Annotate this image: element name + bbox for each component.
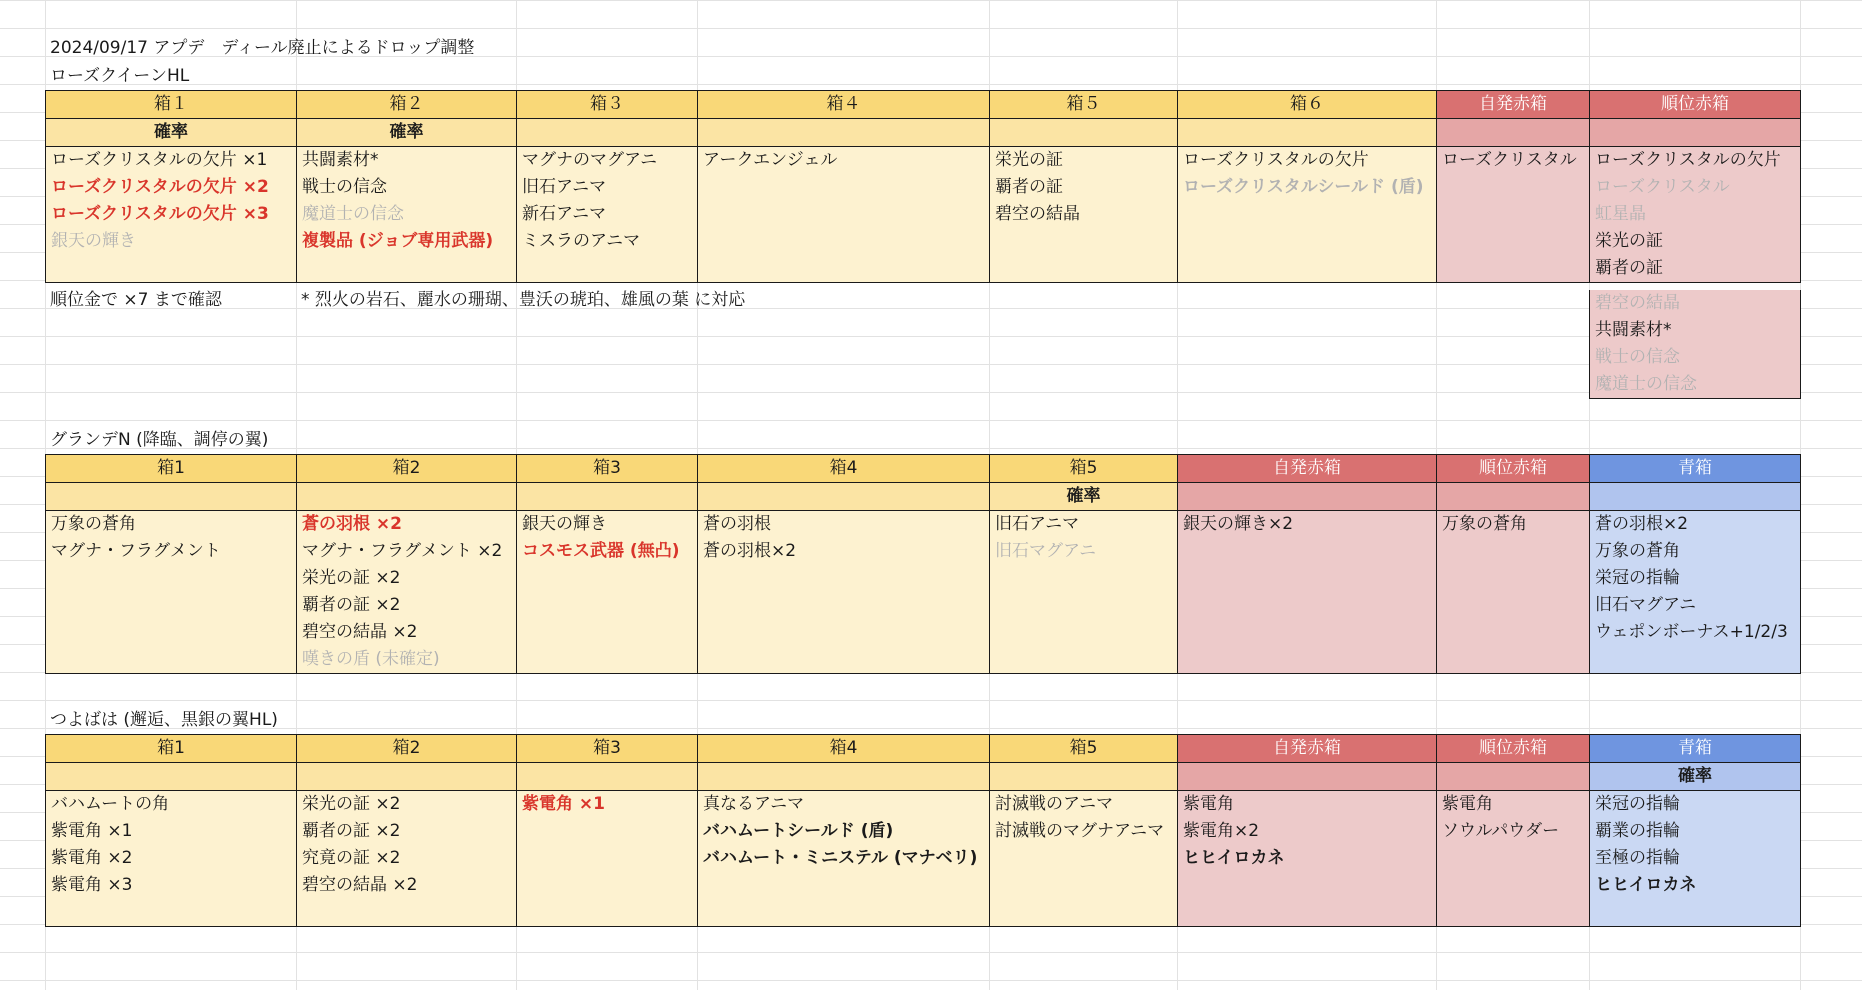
column-header[interactable]: 箱３ <box>517 91 698 119</box>
drop-item: 銀天の輝き×2 <box>1183 514 1294 534</box>
probability-cell[interactable] <box>698 763 990 791</box>
drop-cell[interactable] <box>46 201 297 228</box>
drop-item: 紫電角 ×2 <box>51 848 133 868</box>
column-header[interactable]: 箱3 <box>517 735 698 763</box>
drop-cell[interactable] <box>698 646 990 674</box>
drop-item: 旧石アニマ <box>995 514 1080 534</box>
drop-cell[interactable] <box>297 872 517 899</box>
column-header[interactable]: 箱６ <box>1178 91 1437 119</box>
drop-cell[interactable] <box>1590 646 1801 674</box>
drop-item: バハムート・ミニステル (マナベリ) <box>703 848 978 868</box>
column-header[interactable]: 順位赤箱 <box>1590 91 1801 119</box>
drop-cell[interactable] <box>990 899 1178 927</box>
drop-item: 討滅戦のアニマ <box>995 794 1114 814</box>
drop-item: マグナのマグアニ <box>522 150 658 170</box>
drop-cell[interactable] <box>517 565 698 592</box>
drop-item: 紫電角 ×3 <box>51 875 133 895</box>
drop-cell[interactable] <box>1437 845 1590 872</box>
drop-cell[interactable] <box>1590 511 1801 539</box>
section-title-tsuyobasa[interactable]: つよばは (邂逅、黒銀の翼HL) <box>50 710 278 730</box>
drop-cell[interactable] <box>698 619 990 646</box>
drop-item: 新石アニマ <box>522 204 607 224</box>
drop-item: 覇者の証 ×2 <box>302 595 401 615</box>
drop-item: 栄光の証 ×2 <box>302 794 401 814</box>
drop-cell[interactable] <box>297 791 517 819</box>
probability-cell[interactable] <box>517 483 698 511</box>
section-title-grande[interactable]: グランデN (降臨、調停の翼) <box>50 430 269 450</box>
drop-cell[interactable] <box>990 818 1178 845</box>
probability-cell[interactable] <box>1437 119 1590 147</box>
probability-cell[interactable] <box>1590 483 1801 511</box>
drop-cell[interactable] <box>1178 872 1437 899</box>
drop-cell[interactable] <box>1590 255 1801 283</box>
drop-cell[interactable] <box>1590 228 1801 255</box>
probability-cell[interactable] <box>1178 483 1437 511</box>
drop-cell[interactable] <box>1178 147 1437 175</box>
drop-cell[interactable] <box>1590 147 1801 175</box>
drop-item: 覇者の証 <box>995 177 1063 197</box>
drop-cell[interactable] <box>1590 791 1801 819</box>
tsuyobasa-table <box>45 734 1801 927</box>
drop-cell[interactable] <box>1437 791 1590 819</box>
drop-item: 蒼の羽根 ×2 <box>302 514 402 534</box>
drop-cell[interactable] <box>990 565 1178 592</box>
probability-cell[interactable] <box>297 483 517 511</box>
drop-item: 紫電角 ×1 <box>522 794 605 814</box>
drop-item: 共闘素材* <box>1595 320 1672 340</box>
drop-cell[interactable] <box>297 228 517 255</box>
drop-item: 万象の蒼角 <box>1442 514 1527 534</box>
column-header[interactable]: 順位赤箱 <box>1437 455 1590 483</box>
drop-item: 覇者の証 ×2 <box>302 821 401 841</box>
column-header[interactable]: 箱4 <box>698 455 990 483</box>
probability-cell[interactable] <box>517 763 698 791</box>
probability-cell[interactable] <box>46 763 297 791</box>
drop-item: 栄光の証 ×2 <box>302 568 401 588</box>
drop-cell[interactable] <box>990 174 1178 201</box>
drop-cell[interactable] <box>1590 592 1801 619</box>
column-header[interactable]: 箱1 <box>46 735 297 763</box>
drop-cell[interactable] <box>698 147 990 175</box>
drop-item: 複製品 (ジョブ専用武器) <box>302 231 494 251</box>
drop-item: ローズクリスタルの欠片 <box>1183 150 1369 170</box>
drop-cell[interactable] <box>46 511 297 539</box>
drop-item: ローズクリスタルの欠片 ×2 <box>51 177 269 197</box>
grande-table <box>45 454 1801 674</box>
rose-rank-extra <box>1589 290 1801 399</box>
drop-cell[interactable] <box>990 228 1178 255</box>
drop-cell[interactable] <box>1590 845 1801 872</box>
drop-item: ウェポンボーナス+1/2/3 <box>1595 622 1788 642</box>
drop-item: 魔道士の信念 <box>302 204 404 224</box>
column-header[interactable]: 自発赤箱 <box>1437 91 1590 119</box>
probability-cell[interactable] <box>517 119 698 147</box>
drop-cell[interactable] <box>990 646 1178 674</box>
drop-cell[interactable] <box>297 565 517 592</box>
probability-cell[interactable] <box>698 119 990 147</box>
drop-item: 栄光の証 <box>995 150 1063 170</box>
drop-cell[interactable] <box>990 619 1178 646</box>
drop-item: 魔道士の信念 <box>1595 374 1697 394</box>
drop-cell[interactable] <box>1178 511 1437 539</box>
drop-cell[interactable] <box>990 845 1178 872</box>
drop-item: 栄冠の指輪 <box>1595 794 1680 814</box>
drop-cell[interactable] <box>1590 201 1801 228</box>
probability-cell[interactable] <box>1437 483 1590 511</box>
drop-cell[interactable] <box>517 818 698 845</box>
drop-cell[interactable] <box>1437 174 1590 201</box>
drop-item: バハムートシールド (盾) <box>703 821 894 841</box>
drop-item: 虹星晶 <box>1595 204 1646 224</box>
probability-cell[interactable] <box>698 483 990 511</box>
drop-cell[interactable] <box>1590 174 1801 201</box>
column-header[interactable]: 箱１ <box>46 91 297 119</box>
probability-cell[interactable] <box>46 483 297 511</box>
column-header[interactable]: 箱５ <box>990 91 1178 119</box>
drop-item: 嘆きの盾 (未確定) <box>302 649 440 669</box>
column-header[interactable]: 箱４ <box>698 91 990 119</box>
drop-cell[interactable] <box>1437 228 1590 255</box>
drop-cell[interactable] <box>46 845 297 872</box>
column-header[interactable]: 順位赤箱 <box>1437 735 1590 763</box>
drop-cell[interactable] <box>1178 565 1437 592</box>
drop-cell[interactable] <box>990 538 1178 565</box>
drop-cell[interactable] <box>698 899 990 927</box>
drop-cell[interactable] <box>46 818 297 845</box>
drop-cell[interactable] <box>1178 619 1437 646</box>
drop-cell[interactable] <box>297 201 517 228</box>
drop-item: ローズクリスタル <box>1442 150 1577 170</box>
drop-item: 碧空の結晶 ×2 <box>302 875 418 895</box>
drop-cell[interactable] <box>1590 899 1801 927</box>
drop-item: 至極の指輪 <box>1595 848 1680 868</box>
column-header[interactable]: 箱5 <box>990 455 1178 483</box>
drop-item: 万象の蒼角 <box>51 514 136 534</box>
drop-cell[interactable] <box>517 228 698 255</box>
drop-cell[interactable] <box>698 791 990 819</box>
column-header[interactable]: 青箱 <box>1590 735 1801 763</box>
drop-item: 覇者の証 <box>1595 258 1663 278</box>
drop-item: 銀天の輝き <box>51 231 136 251</box>
drop-cell[interactable] <box>1178 845 1437 872</box>
drop-item: 碧空の結晶 ×2 <box>302 622 418 642</box>
drop-cell[interactable] <box>698 818 990 845</box>
drop-cell[interactable] <box>1178 592 1437 619</box>
sheet-title[interactable]: 2024/09/17 アプデ ディール廃止によるドロップ調整 <box>50 38 475 58</box>
column-header[interactable]: 自発赤箱 <box>1178 735 1437 763</box>
drop-item: 覇業の指輪 <box>1595 821 1680 841</box>
drop-cell[interactable] <box>517 899 698 927</box>
drop-cell[interactable] <box>990 872 1178 899</box>
drop-item: アークエンジェル <box>703 150 838 170</box>
drop-cell[interactable] <box>1437 899 1590 927</box>
drop-cell[interactable] <box>990 201 1178 228</box>
drop-item: ローズクリスタルの欠片 ×1 <box>51 150 268 170</box>
drop-cell[interactable] <box>990 255 1178 283</box>
drop-item: 万象の蒼角 <box>1595 541 1680 561</box>
drop-cell[interactable] <box>517 872 698 899</box>
drop-cell[interactable] <box>698 201 990 228</box>
drop-cell[interactable] <box>1437 147 1590 175</box>
probability-cell[interactable]: 確率 <box>297 119 517 147</box>
drop-cell[interactable] <box>517 646 698 674</box>
probability-cell[interactable]: 確率 <box>990 483 1178 511</box>
drop-cell[interactable] <box>517 791 698 819</box>
drop-cell[interactable] <box>1590 818 1801 845</box>
drop-cell[interactable] <box>990 791 1178 819</box>
drop-cell[interactable] <box>1178 174 1437 201</box>
drop-cell[interactable] <box>297 619 517 646</box>
probability-cell[interactable] <box>990 119 1178 147</box>
drop-cell[interactable] <box>517 511 698 539</box>
drop-item: 栄冠の指輪 <box>1595 568 1680 588</box>
drop-item: 紫電角 <box>1183 794 1234 814</box>
drop-cell[interactable] <box>1590 565 1801 592</box>
drop-cell[interactable] <box>297 899 517 927</box>
drop-cell[interactable] <box>1178 899 1437 927</box>
drop-cell[interactable] <box>1590 619 1801 646</box>
drop-cell[interactable] <box>517 538 698 565</box>
drop-cell[interactable] <box>46 646 297 674</box>
drop-cell[interactable] <box>1437 592 1590 619</box>
drop-item: 戦士の信念 <box>1595 347 1680 367</box>
drop-item: 旧石マグアニ <box>995 541 1097 561</box>
drop-cell[interactable] <box>1178 646 1437 674</box>
drop-cell[interactable] <box>698 592 990 619</box>
drop-cell[interactable] <box>1178 791 1437 819</box>
drop-cell[interactable] <box>1437 538 1590 565</box>
drop-cell[interactable] <box>698 538 990 565</box>
drop-cell[interactable] <box>1178 228 1437 255</box>
drop-item: 究竟の証 ×2 <box>302 848 401 868</box>
drop-item: 紫電角×2 <box>1183 821 1260 841</box>
drop-cell[interactable] <box>517 255 698 283</box>
drop-cell[interactable] <box>517 174 698 201</box>
column-header[interactable]: 青箱 <box>1590 455 1801 483</box>
drop-cell[interactable] <box>297 511 517 539</box>
drop-cell[interactable] <box>1437 619 1590 646</box>
drop-item: ソウルパウダー <box>1442 821 1560 841</box>
drop-cell[interactable] <box>1437 201 1590 228</box>
column-header[interactable]: 箱2 <box>297 735 517 763</box>
drop-cell[interactable] <box>1590 344 1801 371</box>
drop-item: 碧空の結晶 <box>1595 293 1680 313</box>
drop-cell[interactable] <box>297 147 517 175</box>
drop-cell[interactable] <box>46 538 297 565</box>
drop-item: バハムートの角 <box>51 794 170 814</box>
drop-cell[interactable] <box>297 818 517 845</box>
drop-cell[interactable] <box>517 201 698 228</box>
rose-note-left[interactable]: 順位金で ×7 まで確認 <box>50 290 222 310</box>
drop-cell[interactable] <box>698 511 990 539</box>
section-title-rose[interactable]: ローズクイーンHL <box>50 66 190 86</box>
drop-cell[interactable] <box>46 619 297 646</box>
drop-cell[interactable] <box>1590 872 1801 899</box>
drop-item: 碧空の結晶 <box>995 204 1080 224</box>
drop-item: 蒼の羽根×2 <box>703 541 797 561</box>
drop-item: 蒼の羽根 <box>703 514 771 534</box>
drop-cell[interactable] <box>698 174 990 201</box>
column-header[interactable]: 箱4 <box>698 735 990 763</box>
drop-cell[interactable] <box>46 228 297 255</box>
drop-item: 討滅戦のマグナアニマ <box>995 821 1165 841</box>
drop-cell[interactable] <box>1590 538 1801 565</box>
probability-cell[interactable] <box>1178 119 1437 147</box>
drop-cell[interactable] <box>46 899 297 927</box>
probability-cell[interactable] <box>1178 763 1437 791</box>
drop-cell[interactable] <box>1590 371 1801 399</box>
drop-cell[interactable] <box>1590 290 1801 317</box>
column-header[interactable]: 箱２ <box>297 91 517 119</box>
drop-cell[interactable] <box>297 538 517 565</box>
drop-cell[interactable] <box>517 147 698 175</box>
drop-cell[interactable] <box>297 592 517 619</box>
rose-note-right[interactable]: * 烈火の岩石、麗水の珊瑚、豊沃の琥珀、雄風の葉 に対応 <box>301 290 746 310</box>
column-header[interactable]: 箱2 <box>297 455 517 483</box>
drop-cell[interactable] <box>297 174 517 201</box>
drop-cell[interactable] <box>46 174 297 201</box>
probability-cell[interactable] <box>990 763 1178 791</box>
drop-cell[interactable] <box>698 845 990 872</box>
drop-item: ローズクリスタル <box>1595 177 1730 197</box>
drop-cell[interactable] <box>1178 818 1437 845</box>
drop-cell[interactable] <box>698 255 990 283</box>
drop-item: ヒヒイロカネ <box>1595 875 1697 895</box>
drop-cell[interactable] <box>990 592 1178 619</box>
drop-cell[interactable] <box>990 511 1178 539</box>
drop-cell[interactable] <box>517 619 698 646</box>
drop-item: マグナ・フラグメント ×2 <box>302 541 503 561</box>
drop-item: 栄光の証 <box>1595 231 1663 251</box>
drop-cell[interactable] <box>1437 872 1590 899</box>
probability-cell[interactable]: 確率 <box>1590 763 1801 791</box>
drop-item: ヒヒイロカネ <box>1183 848 1285 868</box>
drop-cell[interactable] <box>698 228 990 255</box>
drop-item: 共闘素材* <box>302 150 379 170</box>
drop-cell[interactable] <box>46 791 297 819</box>
drop-item: 紫電角 ×1 <box>51 821 133 841</box>
drop-item: 銀天の輝き <box>522 514 607 534</box>
drop-cell[interactable] <box>1437 255 1590 283</box>
drop-item: 蒼の羽根×2 <box>1595 514 1689 534</box>
probability-cell[interactable] <box>1590 119 1801 147</box>
drop-cell[interactable] <box>1437 565 1590 592</box>
drop-cell[interactable] <box>698 872 990 899</box>
drop-cell[interactable] <box>46 872 297 899</box>
drop-item: ローズクリスタルの欠片 <box>1595 150 1781 170</box>
drop-item: ローズクリスタルシールド (盾) <box>1183 177 1424 197</box>
drop-item: 真なるアニマ <box>703 794 805 814</box>
drop-cell[interactable] <box>698 565 990 592</box>
drop-item: 旧石アニマ <box>522 177 607 197</box>
column-header[interactable]: 箱5 <box>990 735 1178 763</box>
drop-cell[interactable] <box>1178 255 1437 283</box>
drop-cell[interactable] <box>1178 538 1437 565</box>
drop-cell[interactable] <box>297 255 517 283</box>
drop-item: コスモス武器 (無凸) <box>522 541 680 561</box>
column-header[interactable]: 自発赤箱 <box>1178 455 1437 483</box>
drop-item: マグナ・フラグメント <box>51 541 221 561</box>
drop-cell[interactable] <box>46 565 297 592</box>
drop-cell[interactable] <box>1437 818 1590 845</box>
drop-cell[interactable] <box>46 592 297 619</box>
drop-cell[interactable] <box>1590 317 1801 344</box>
drop-cell[interactable] <box>990 147 1178 175</box>
drop-cell[interactable] <box>1178 201 1437 228</box>
drop-item: 戦士の信念 <box>302 177 387 197</box>
probability-cell[interactable] <box>297 763 517 791</box>
column-header[interactable]: 箱1 <box>46 455 297 483</box>
probability-cell[interactable] <box>1437 763 1590 791</box>
drop-cell[interactable] <box>297 646 517 674</box>
drop-item: 旧石マグアニ <box>1595 595 1697 615</box>
rose-table <box>45 90 1801 283</box>
drop-cell[interactable] <box>517 592 698 619</box>
column-header[interactable]: 箱3 <box>517 455 698 483</box>
drop-item: 紫電角 <box>1442 794 1493 814</box>
drop-cell[interactable] <box>46 147 297 175</box>
drop-cell[interactable] <box>1437 511 1590 539</box>
drop-cell[interactable] <box>297 845 517 872</box>
drop-item: ミスラのアニマ <box>522 231 641 251</box>
drop-cell[interactable] <box>1437 646 1590 674</box>
drop-item: ローズクリスタルの欠片 ×3 <box>51 204 269 224</box>
drop-cell[interactable] <box>46 255 297 283</box>
drop-cell[interactable] <box>517 845 698 872</box>
probability-cell[interactable]: 確率 <box>46 119 297 147</box>
